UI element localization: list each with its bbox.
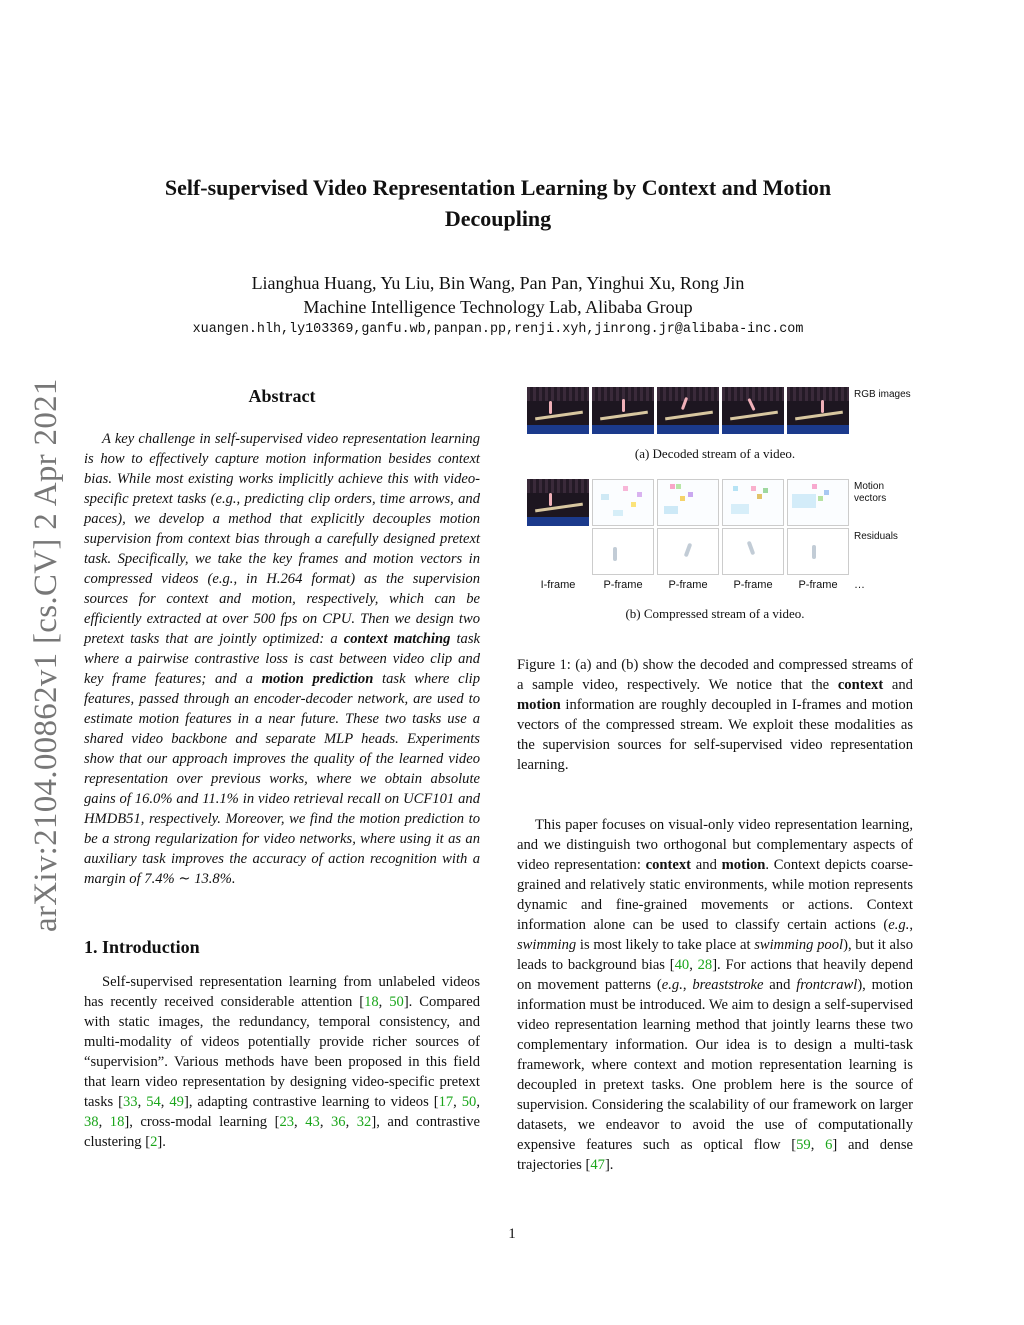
i-frame-image: [527, 479, 589, 526]
residual-map: [722, 528, 784, 575]
figure-1-caption: Figure 1: (a) and (b) show the decoded and compressed streams of a sample video, respectively. We notice that the context and motion information are roughly decoupled in I-frames and motion vectors of the compressed stream. We exploit these modalities as the supervision sources for self-supervised video representation learning.: [517, 657, 913, 773]
motion-vector-map: [657, 479, 719, 526]
figure-caption-b: (b) Compressed stream of a video.: [625, 606, 805, 621]
motion-vector-map: [787, 479, 849, 526]
frame-label: P-frame: [798, 579, 838, 591]
title-line-1: Self-supervised Video Representation Learning by Context and Motion: [164, 175, 832, 200]
affiliation: Machine Intelligence Technology Lab, Alibaba Group: [303, 297, 693, 317]
citation-link[interactable]: 50: [389, 994, 404, 1010]
citation-link[interactable]: 59: [796, 1137, 811, 1153]
author-list: Lianghua Huang, Yu Liu, Bin Wang, Pan Pan, Yinghui Xu, Rong Jin: [251, 273, 745, 293]
citation-link[interactable]: 6: [825, 1137, 833, 1153]
abstract-heading: Abstract: [248, 386, 316, 406]
figure-caption-a: (a) Decoded stream of a video.: [634, 446, 796, 461]
rgb-images-label: RGB images: [854, 389, 911, 400]
frame-label: P-frame: [603, 579, 643, 591]
rgb-frame: [657, 387, 719, 434]
page-number: 1: [508, 1226, 516, 1242]
body-paragraph: This paper focuses on visual-only video representation learning, and we distinguish two orthogonal but complementary aspects of video representation: context and motion. Context depicts coarse-grained and relatively static environments, while motion represents dynamic and fine-grained movements or actions. Context information alone can be used to classify certain actions (e.g., swimming is most likely to take place at swimming pool), but it also leads to background bias [40, 28]. For actions that heavily depend on movement patterns (e.g., breaststroke and frontcrawl), motion information must be introduced. We aim to design a self-supervised video representation learning method that jointly learns these two complementary information. Our idea is to design a multi-task framework, where context and motion representation learning is decoupled in pretext tasks. One problem here is the source of supervision. Considering the scalability of our framework on larger datasets, we endeavor to avoid the use of computationally expensive features such as optical flow [59, 6] and dense trajectories [47].: [517, 817, 914, 1173]
residual-map: [657, 528, 719, 575]
rgb-frame: [722, 387, 784, 434]
introduction-heading: 1. Introduction: [84, 937, 200, 957]
citation-link[interactable]: 33: [123, 1094, 138, 1110]
abstract-text: A key challenge in self-supervised video representation learning is how to effectively capture motion information besides context bias. While most existing works implicitly achieve this with video-specific pretext tasks (e.g., predicting clip orders, time arrows, and paces), we develop a method that explicitly decouples motion supervision from context bias through a carefully designed pretext task. Specifically, we take the key frames and motion vectors in compressed videos (e.g., in H.264 format) as the supervision sources for context and motion, respectively, which can be efficiently extracted at over 500 fps on CPU. Then we design two pretext tasks that are jointly optimized: a context matching task where a pairwise contrastive loss is cast between video clip and key frame features; and a motion prediction task where clip features, passed through an encoder-decoder network, are used to estimate motion features in a near future. These two tasks use a shared video backbone and separate MLP heads. Experiments show that our approach improves the quality of the learned video representation over previous works, where we obtain absolute gains of 16.0% and 11.1% in video retrieval recall on UCF101 and HMDB51, respectively. Moreover, we find the motion prediction to be a strong regularization for video networks, where using it as an auxiliary task improves the accuracy of action recognition with a margin of 7.4% ∼ 13.8%.: [84, 431, 481, 887]
citation-link[interactable]: 54: [146, 1094, 161, 1110]
citation-link[interactable]: 2: [150, 1134, 158, 1150]
citation-link[interactable]: 38: [84, 1114, 99, 1130]
residuals-label: Residuals: [854, 531, 898, 542]
frame-label: P-frame: [733, 579, 773, 591]
introduction-paragraph: Self-supervised representation learning from unlabeled videos has recently received considerable attention [18, 50]. Compared with static images, the redundancy, temporal consistency, and multi-modality of videos potentially provide richer sources of “supervision”. Various methods have been proposed in this field that learn video representation by designing video-specific pretext tasks [33, 54, 49], adapting contrastive learning to videos [17, 50, 38, 18], cross-modal learning [23, 43, 36, 32], and contrastive clustering [2].: [84, 974, 481, 1150]
author-emails: xuangen.hlh,ly103369,ganfu.wb,panpan.pp,renji.xyh,jinrong.jr@alibaba-inc.com: [192, 322, 804, 337]
citation-link[interactable]: 47: [590, 1157, 605, 1173]
right-column: [517, 383, 913, 1175]
rgb-frame: [787, 387, 849, 434]
citation-link[interactable]: 36: [330, 1114, 346, 1130]
residual-map: [787, 528, 849, 575]
author-block: [100, 271, 896, 319]
paper-title: [100, 172, 896, 234]
ellipsis-label: …: [854, 579, 865, 591]
citation-link[interactable]: 40: [674, 957, 690, 973]
figure-1: [517, 383, 913, 633]
residual-map: [592, 528, 654, 575]
citation-link[interactable]: 28: [697, 957, 713, 973]
motion-vector-map: [722, 479, 784, 526]
motion-vector-map: [592, 479, 654, 526]
arxiv-stamp: arXiv:2104.00862v1 [cs.CV] 2 Apr 2021: [28, 378, 64, 932]
citation-link[interactable]: 17: [438, 1094, 454, 1110]
citation-link[interactable]: 32: [356, 1114, 372, 1130]
citation-link[interactable]: 23: [279, 1114, 295, 1130]
frame-label: I-frame: [540, 579, 576, 591]
citation-link[interactable]: 50: [461, 1094, 477, 1110]
rgb-frame: [527, 387, 589, 434]
citation-link[interactable]: 43: [305, 1114, 320, 1130]
motion-vectors-label: Motion vectors: [854, 481, 887, 504]
citation-link[interactable]: 18: [364, 994, 379, 1010]
citation-link[interactable]: 18: [109, 1114, 125, 1130]
frame-label: P-frame: [668, 579, 708, 591]
citation-link[interactable]: 49: [169, 1094, 184, 1110]
left-column: [84, 386, 480, 1152]
title-line-2: Decoupling: [444, 206, 552, 231]
rgb-frame: [592, 387, 654, 434]
